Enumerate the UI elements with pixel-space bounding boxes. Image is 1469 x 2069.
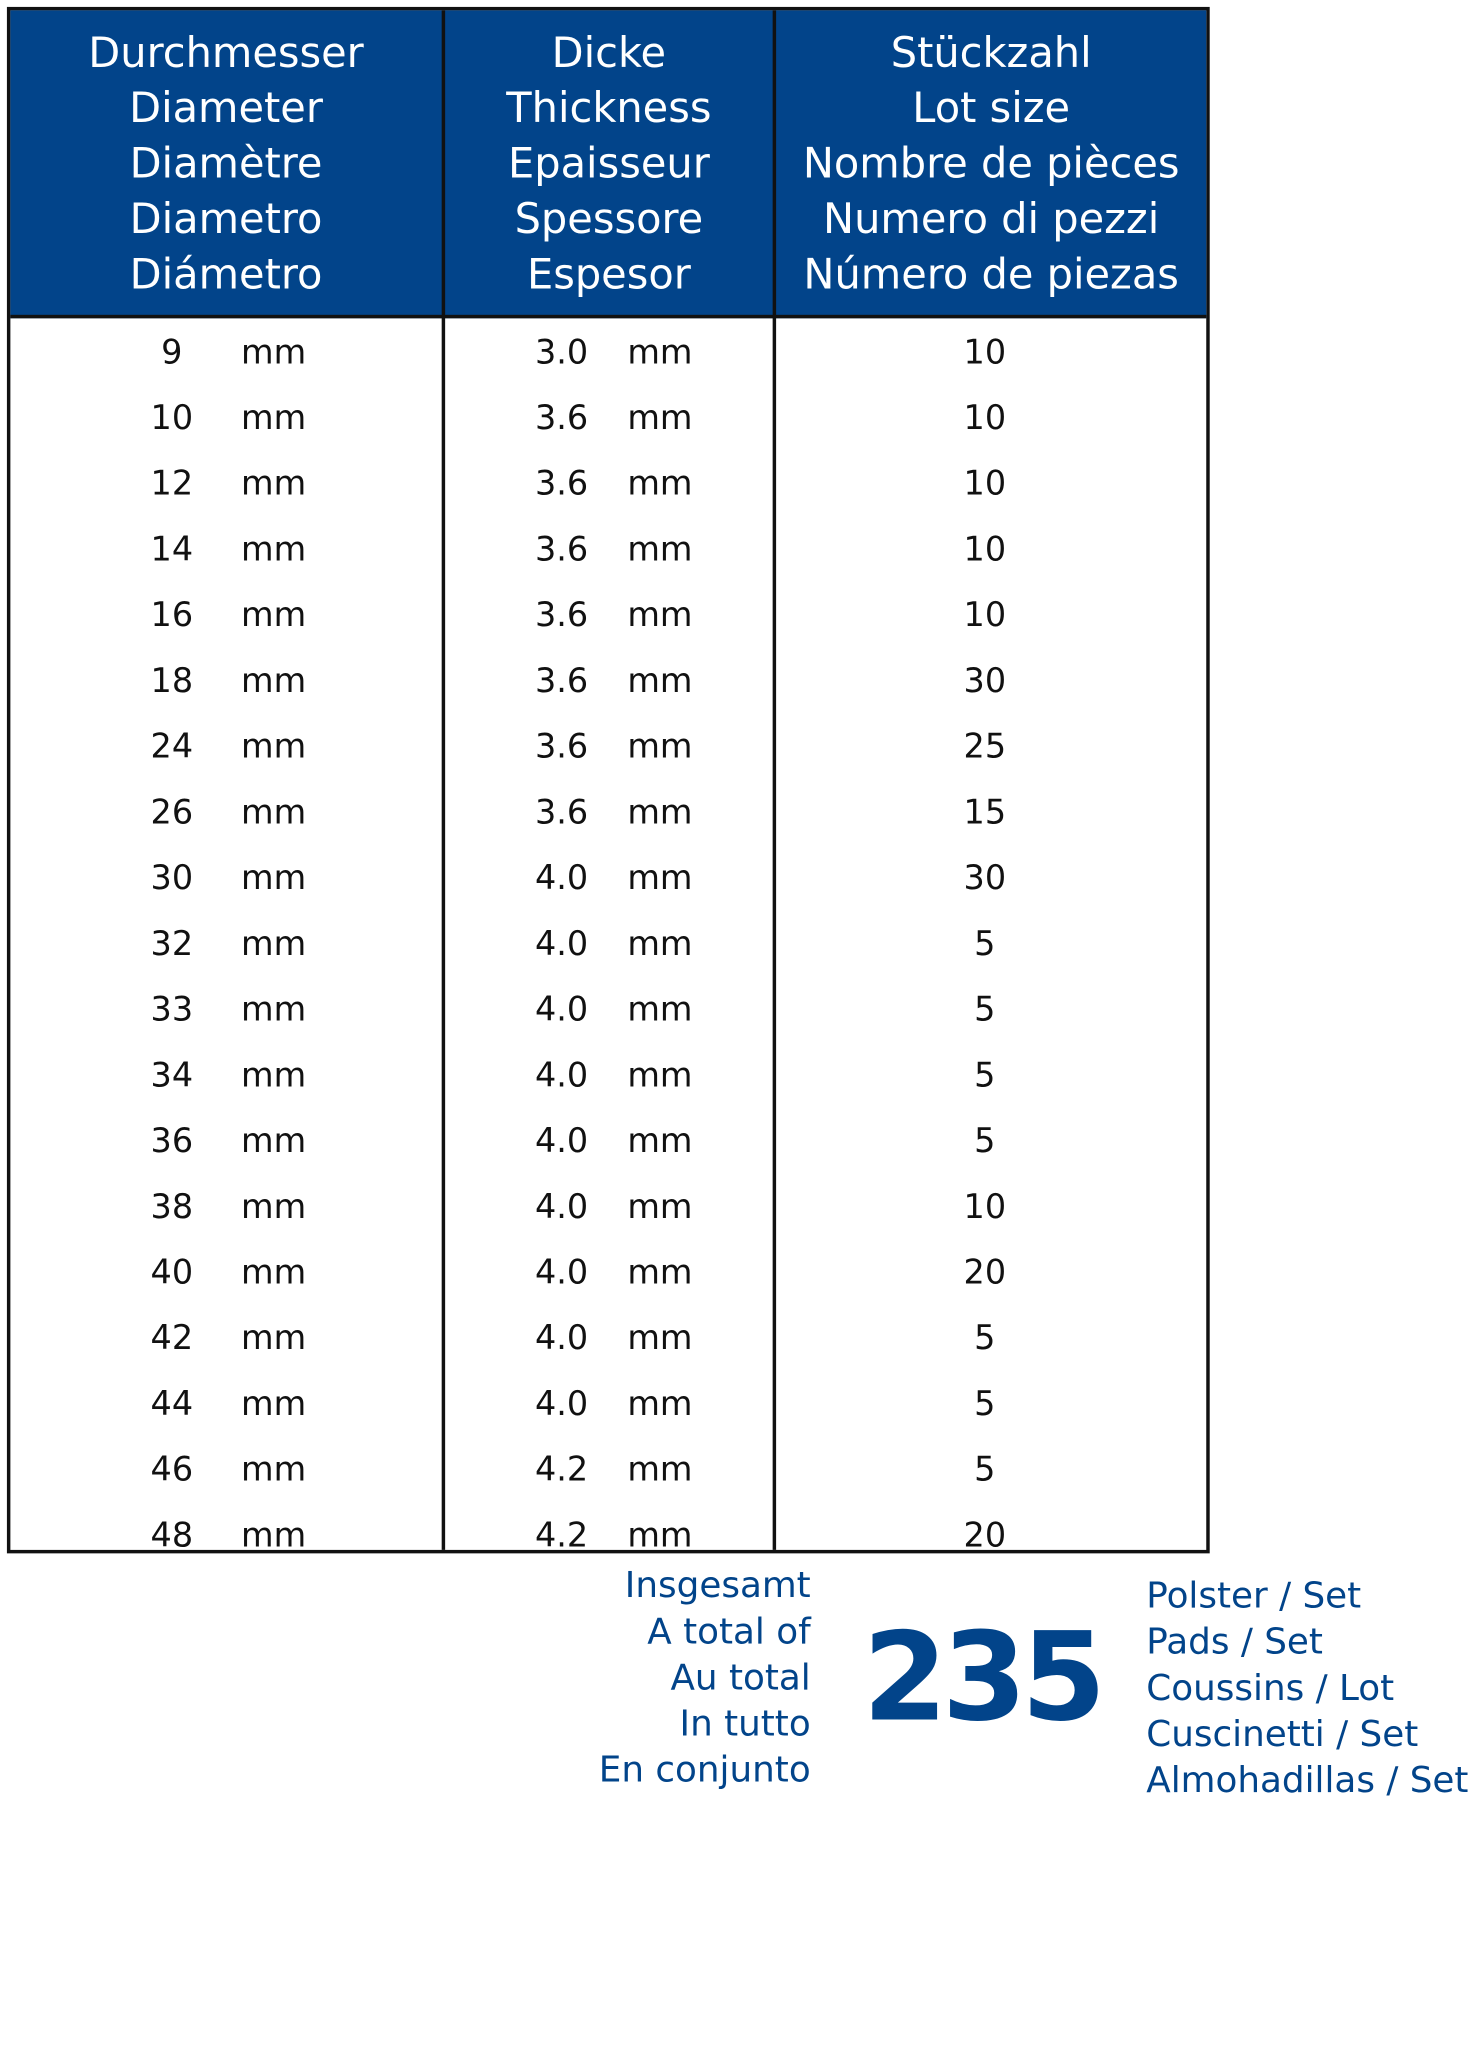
diameter-unit: mm [241,792,307,832]
diameter-unit: mm [241,1515,307,1555]
header-thickness [445,27,773,304]
table-row [10,1239,1206,1305]
lot-size-value: 10 [963,595,1007,635]
thickness-value: 3.6 [535,397,589,438]
diameter-value: 30 [150,857,194,898]
thickness-value: 3.0 [535,332,589,372]
lot-size-value: 5 [974,1120,996,1161]
thickness-value: 3.6 [535,463,589,503]
pad-size-table [7,7,1210,1553]
thickness-unit: mm [627,463,693,503]
lot-size-value: 5 [974,1318,996,1358]
lot-size-value: 20 [963,1515,1007,1555]
thickness-unit: mm [627,397,693,438]
unit-labels [1146,1573,1469,1804]
header-line: Epaisseur [508,140,710,188]
diameter-value: 33 [150,989,194,1029]
thickness-unit: mm [627,332,693,372]
column-divider [773,10,776,1550]
header-line: Thickness [506,85,712,133]
diameter-unit: mm [241,529,307,569]
thickness-value: 4.0 [535,1120,589,1161]
thickness-unit: mm [627,1449,693,1489]
lot-size-value: 10 [963,332,1007,372]
lot-size-value: 30 [963,857,1007,898]
diameter-unit: mm [241,857,307,898]
table-row [10,647,1206,713]
thickness-value: 4.2 [535,1449,589,1489]
thickness-unit: mm [627,989,693,1029]
lot-size-value: 10 [963,397,1007,438]
diameter-unit: mm [241,1252,307,1292]
diameter-value: 9 [161,332,183,372]
diameter-value: 46 [150,1449,194,1489]
table-row [10,384,1206,450]
diameter-unit: mm [241,595,307,635]
header-line: Numero di pezzi [823,196,1160,244]
thickness-unit: mm [627,595,693,635]
header-line: Espesor [526,251,691,299]
diameter-value: 10 [150,397,194,438]
table-row [10,450,1206,516]
thickness-unit: mm [627,529,693,569]
diameter-unit: mm [241,660,307,700]
thickness-value: 4.0 [535,1055,589,1095]
diameter-value: 12 [150,463,194,503]
total-label: In tutto [679,1703,811,1745]
thickness-value: 3.6 [535,660,589,700]
diameter-unit: mm [241,1055,307,1095]
diameter-value: 40 [150,1252,194,1292]
thickness-unit: mm [627,792,693,832]
diameter-value: 32 [150,923,194,963]
diameter-unit: mm [241,1186,307,1226]
lot-size-value: 10 [963,529,1007,569]
table-row [10,844,1206,910]
header-line: Spessore [514,196,704,244]
unit-label: Almohadillas / Set [1146,1759,1469,1802]
diameter-value: 18 [150,660,194,700]
thickness-value: 4.0 [535,923,589,963]
header-line: Stückzahl [890,29,1092,78]
diameter-unit: mm [241,1318,307,1358]
lot-size-value: 20 [963,1252,1007,1292]
table-row [10,1041,1206,1107]
diameter-unit: mm [241,923,307,963]
unit-label: Cuscinetti / Set [1146,1713,1419,1756]
lot-size-value: 5 [974,923,996,963]
thickness-unit: mm [627,923,693,963]
diameter-value: 38 [150,1186,194,1226]
table-row [10,1370,1206,1436]
diameter-value: 34 [150,1055,194,1095]
table-row [10,1304,1206,1370]
diameter-value: 26 [150,792,194,832]
total-label: En conjunto [598,1749,811,1791]
lot-size-value: 15 [963,792,1007,832]
unit-label: Polster / Set [1146,1575,1362,1617]
thickness-value: 4.0 [535,1252,589,1292]
header-line: Durchmesser [88,29,364,78]
diameter-value: 14 [150,529,194,569]
lot-size-value: 5 [974,1383,996,1424]
thickness-value: 4.0 [535,1383,589,1424]
thickness-unit: mm [627,1383,693,1424]
thickness-value: 4.0 [535,1318,589,1358]
table-row [10,581,1206,647]
header-line: Número de piezas [803,251,1179,299]
lot-size-value: 10 [963,1186,1007,1226]
thickness-value: 3.6 [535,529,589,569]
diameter-unit: mm [241,332,307,372]
thickness-unit: mm [627,857,693,898]
header-line: Diamètre [129,140,323,188]
lot-size-value: 30 [963,660,1007,700]
diameter-unit: mm [241,1383,307,1424]
lot-size-value: 5 [974,1055,996,1095]
table-row [10,1501,1206,1567]
header-line: Lot size [912,85,1071,133]
table-header [10,10,1206,318]
table-row [10,713,1206,779]
thickness-value: 4.0 [535,989,589,1029]
header-line: Nombre de pièces [802,140,1180,188]
thickness-value: 3.6 [535,726,589,766]
thickness-value: 4.0 [535,857,589,898]
diameter-value: 48 [150,1515,194,1555]
thickness-unit: mm [627,1186,693,1226]
thickness-value: 3.6 [535,595,589,635]
header-lot-size [776,27,1206,304]
unit-label: Coussins / Lot [1146,1667,1395,1710]
thickness-value: 4.0 [535,1186,589,1226]
header-diameter [10,27,441,304]
column-divider [442,10,445,1550]
header-line: Diametro [129,196,323,244]
header-line: Dicke [551,29,667,78]
diameter-unit: mm [241,1120,307,1161]
lot-size-value: 5 [974,1449,996,1489]
table-row [10,515,1206,581]
thickness-value: 3.6 [535,792,589,832]
header-line: Diameter [129,85,323,133]
diameter-value: 24 [150,726,194,766]
lot-size-value: 25 [963,726,1007,766]
diameter-value: 44 [150,1383,194,1424]
diameter-value: 16 [150,595,194,635]
unit-label: Pads / Set [1146,1621,1323,1663]
diameter-unit: mm [241,397,307,438]
thickness-unit: mm [627,726,693,766]
thickness-unit: mm [627,1515,693,1555]
header-line: Diámetro [129,251,323,299]
thickness-unit: mm [627,660,693,700]
table-row [10,778,1206,844]
total-value: 235 [862,1606,1101,1749]
thickness-value: 4.2 [535,1515,589,1555]
diameter-value: 36 [150,1120,194,1161]
total-label: Insgesamt [624,1564,811,1607]
table-row [10,318,1206,384]
total-labels [496,1563,811,1794]
diameter-value: 42 [150,1318,194,1358]
table-row [10,976,1206,1042]
diameter-unit: mm [241,989,307,1029]
total-label: Au total [670,1657,811,1699]
total-label: A total of [647,1611,811,1653]
table-row [10,1436,1206,1502]
thickness-unit: mm [627,1055,693,1095]
lot-size-value: 5 [974,989,996,1029]
table-row [10,1173,1206,1239]
lot-size-value: 10 [963,463,1007,503]
diameter-unit: mm [241,726,307,766]
table-row [10,1107,1206,1173]
diameter-unit: mm [241,463,307,503]
thickness-unit: mm [627,1318,693,1358]
table-row [10,910,1206,976]
thickness-unit: mm [627,1120,693,1161]
diameter-unit: mm [241,1449,307,1489]
thickness-unit: mm [627,1252,693,1292]
